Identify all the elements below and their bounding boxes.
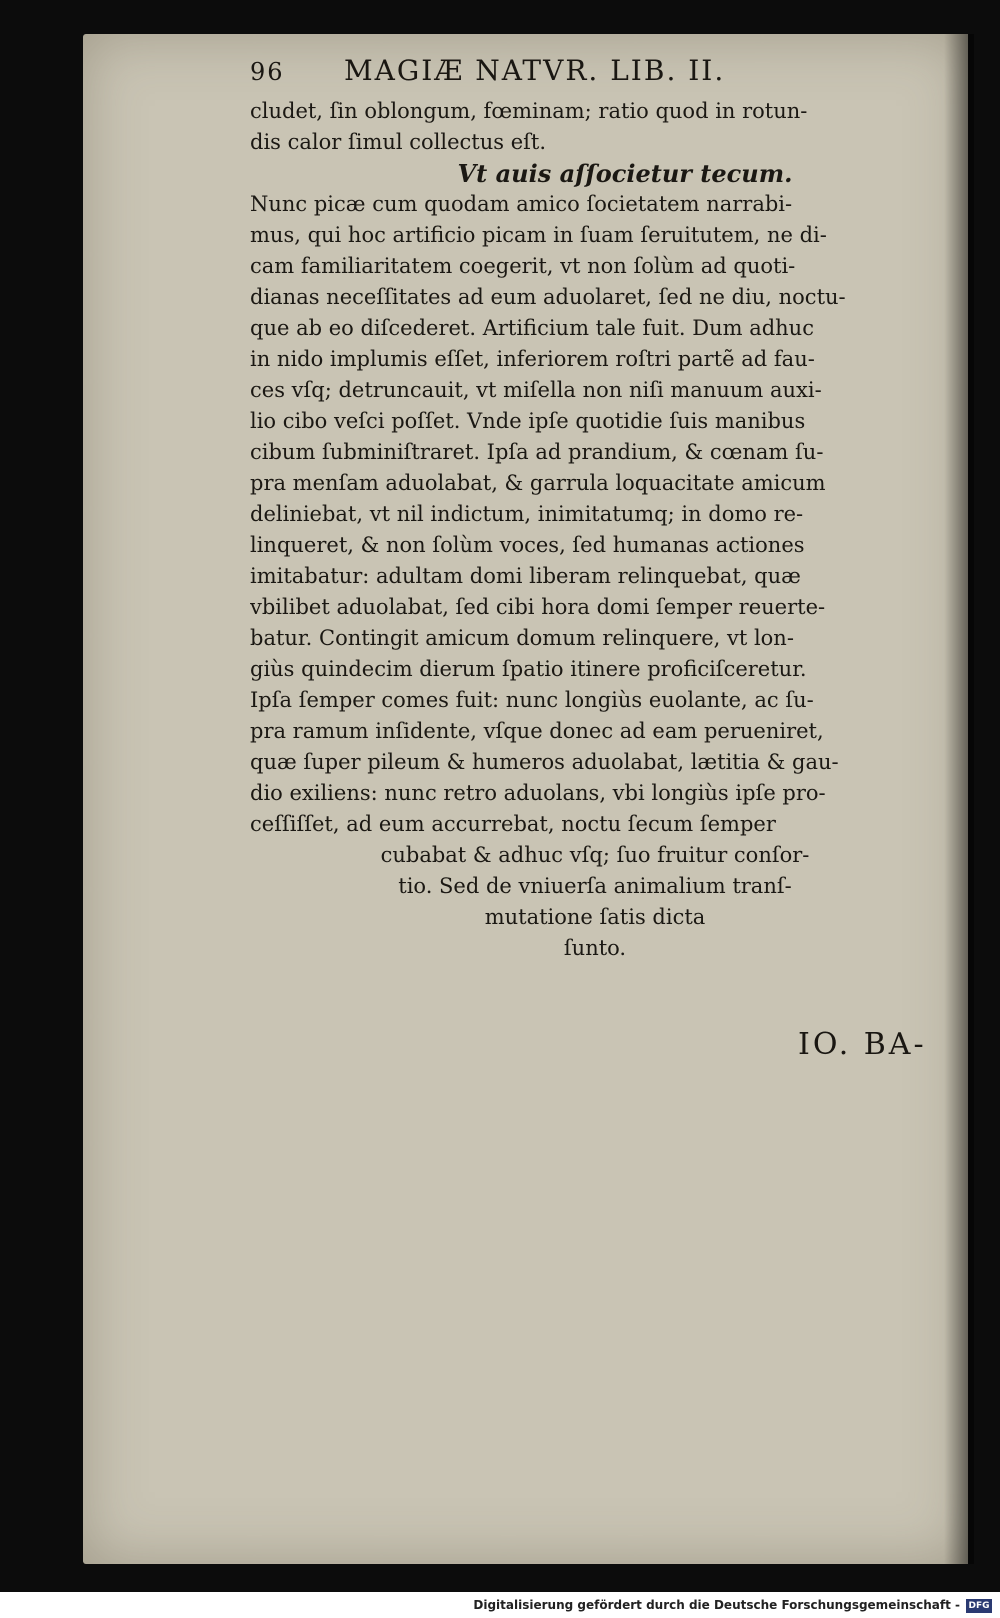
page-text [250,96,940,964]
text-line: cam familiaritatem coegerit, vt non ſolùm ad quoti- [250,254,796,278]
text-line: cibum ſubminiſtraret. Ipſa ad prandium, & cœnam ſu- [250,440,824,464]
text-line: quæ ſuper pileum & humeros aduolabat, lætitia & gau- [250,750,839,774]
text-line: Ipſa ſemper comes fuit: nunc longiùs euolante, ac ſu- [250,688,814,712]
tail-line: cubabat & adhuc vſq; ſuo fruitur conſor- [380,843,810,867]
text-line: mus, qui hoc artificio picam in ſuam ſeruitutem, ne di- [250,223,827,247]
text-line: cludet, ſin oblongum, fœminam; ratio quod in rotun- [250,99,808,123]
text-line: imitabatur: adultam domi liberam relinquebat, quæ [250,564,801,588]
running-title: MAGIÆ NATVR. LIB. II. [344,54,726,87]
text-line: vbilibet aduolabat, ſed cibi hora domi ſemper reuerte- [250,595,826,619]
tail-line: mutatione ſatis dicta [484,905,706,929]
footer-bar [0,1592,1000,1618]
section-heading: Vt auis aſſocietur tecum. [457,159,793,188]
text-line: pra menſam aduolabat, & garrula loquacitate amicum [250,471,826,495]
dfg-logo: DFG [966,1599,992,1613]
text-line: in nido implumis eſſet, inferiorem roſtri partẽ ad fau- [250,347,815,371]
text-line: que ab eo diſcederet. Artificium tale fuit. Dum adhuc [250,316,814,340]
catchword: IO. BA- [798,1027,927,1062]
text-line: dis calor ſimul collectus eſt. [250,130,547,154]
text-line: batur. Contingit amicum domum relinquere, vt lon- [250,626,794,650]
text-line: lio cibo veſci poſſet. Vnde ipſe quotidie ſuis manibus [250,409,806,433]
tail-line: tio. Sed de vniuerſa animalium tranſ- [398,874,792,898]
text-line: Nunc picæ cum quodam amico ſocietatem narrabi- [250,192,793,216]
tail-line: ſunto. [563,936,627,960]
text-line: ces vſq; detruncauit, vt miſella non niſi manuum auxi- [250,378,822,402]
funding-notice: Digitalisierung gefördert durch die Deutsche Forschungsgemeinschaft - [473,1598,960,1612]
text-line: dianas neceſſitates ad eum aduolaret, ſed ne diu, noctu- [250,285,846,309]
text-line: giùs quindecim dierum ſpatio itinere proficiſceretur. [250,657,807,681]
text-line: linqueret, & non ſolùm voces, ſed humanas actiones [250,533,805,557]
text-line: ceſſiſſet, ad eum accurrebat, noctu ſecum ſemper [250,812,776,836]
text-line: dio exiliens: nunc retro aduolans, vbi longiùs ipſe pro- [250,781,826,805]
page-gutter-shadow [944,34,974,1564]
text-line: pra ramum inſidente, vſque donec ad eam perueniret, [250,719,824,743]
page-number: 96 [250,58,285,86]
text-line: deliniebat, vt nil indictum, inimitatumq; in domo re- [250,502,804,526]
